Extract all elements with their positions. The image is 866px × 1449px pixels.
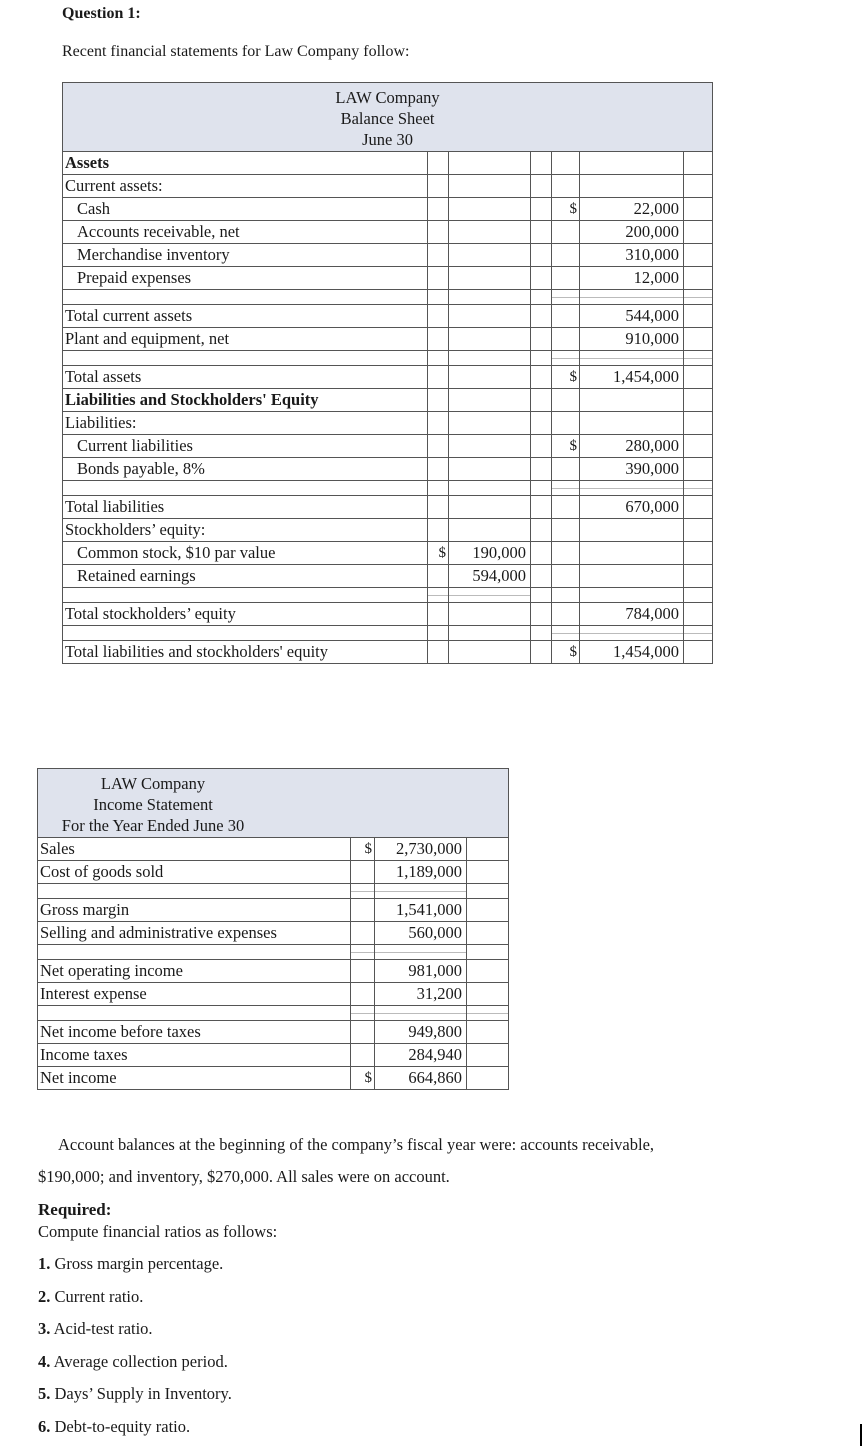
le-heading: Liabilities and Stockholders' Equity: [63, 389, 428, 412]
required-text: Compute financial ratios as follows:: [38, 1222, 278, 1241]
sales-label: Sales: [38, 838, 351, 861]
dollar-sign: $: [351, 838, 375, 861]
cash-value: 22,000: [580, 198, 684, 221]
ar-label: Accounts receivable, net: [63, 221, 428, 244]
item-number: 1.: [38, 1254, 51, 1273]
sales-value: 2,730,000: [375, 838, 467, 861]
spacer-row: [63, 290, 713, 305]
liabilities-label: Liabilities:: [63, 412, 428, 435]
item-number: 5.: [38, 1384, 51, 1403]
ar-value: 200,000: [580, 221, 684, 244]
assets-heading: Assets: [63, 152, 428, 175]
sga-label: Selling and administrative expenses: [38, 922, 351, 945]
table-row: [63, 519, 713, 542]
inventory-value: 310,000: [580, 244, 684, 267]
table-row: [38, 922, 509, 945]
bonds-value: 390,000: [580, 458, 684, 481]
spacer-row: [38, 884, 509, 899]
statement-title: Balance Sheet: [340, 108, 435, 128]
table-row: [63, 244, 713, 267]
common-stock-value: 190,000: [449, 542, 531, 565]
common-stock-label: Common stock, $10 par value: [63, 542, 428, 565]
inventory-label: Merchandise inventory: [63, 244, 428, 267]
current-assets-label: Current assets:: [63, 175, 428, 198]
balance-sheet-table: [62, 82, 713, 664]
total-le-label: Total liabilities and stockholders' equity: [63, 641, 428, 664]
net-income-value: 664,860: [375, 1067, 467, 1090]
se-label: Stockholders’ equity:: [63, 519, 428, 542]
table-row: [38, 899, 509, 922]
item-text: Average collection period.: [53, 1351, 228, 1371]
interest-label: Interest expense: [38, 983, 351, 1006]
question-title: Question 1:: [62, 5, 141, 22]
item-number: 6.: [38, 1416, 51, 1436]
list-item: [38, 1417, 232, 1449]
table-row: [63, 267, 713, 290]
balances-text-line1: Account balances at the beginning of the company’s fiscal year were: accounts receivable,: [58, 1135, 655, 1154]
item-text: Acid-test ratio.: [53, 1319, 153, 1338]
gross-margin-label: Gross margin: [38, 899, 351, 922]
interest-value: 31,200: [375, 983, 467, 1006]
nibt-value: 949,800: [375, 1021, 467, 1044]
table-row: [38, 1044, 509, 1067]
cogs-label: Cost of goods sold: [38, 861, 351, 884]
spacer-row: [63, 588, 713, 603]
noi-label: Net operating income: [38, 960, 351, 983]
noi-value: 981,000: [375, 960, 467, 983]
net-income-label: Net income: [38, 1067, 351, 1090]
cash-label: Cash: [63, 198, 428, 221]
list-item: [38, 1254, 232, 1287]
table-row: [63, 458, 713, 481]
dollar-sign: $: [552, 366, 580, 389]
item-number: 2.: [38, 1286, 51, 1306]
total-current-assets-label: Total current assets: [63, 305, 428, 328]
table-row: [63, 435, 713, 458]
income-statement-table: [37, 768, 509, 1090]
item-text: Current ratio.: [54, 1286, 144, 1306]
table-row: [63, 221, 713, 244]
total-assets-label: Total assets: [63, 366, 428, 389]
gross-margin-value: 1,541,000: [375, 899, 467, 922]
total-current-assets-value: 544,000: [580, 305, 684, 328]
table-row: [38, 1021, 509, 1044]
statement-title: Income Statement: [93, 794, 213, 814]
table-row: [63, 328, 713, 351]
table-row: [63, 198, 713, 221]
item-text: Debt-to-equity ratio.: [54, 1416, 191, 1436]
table-row: [63, 389, 713, 412]
balances-text-line2: $190,000; and inventory, $270,000. All sales were on account.: [38, 1167, 450, 1186]
text-cursor: [860, 1424, 862, 1446]
balance-sheet-header: [63, 83, 713, 152]
intro-text: Recent financial statements for Law Company follow:: [62, 43, 410, 60]
current-liabilities-value: 280,000: [580, 435, 684, 458]
required-heading: Required:: [38, 1200, 112, 1219]
prepaid-label: Prepaid expenses: [63, 267, 428, 290]
table-row: [63, 305, 713, 328]
current-liabilities-label: Current liabilities: [63, 435, 428, 458]
table-row: [38, 960, 509, 983]
spacer-row: [63, 351, 713, 366]
table-row: [63, 152, 713, 175]
statement-period: For the Year Ended June 30: [61, 815, 245, 835]
total-le-value: 1,454,000: [580, 641, 684, 664]
retained-value: 594,000: [449, 565, 531, 588]
taxes-label: Income taxes: [38, 1044, 351, 1067]
retained-label: Retained earnings: [63, 565, 428, 588]
total-assets-value: 1,454,000: [580, 366, 684, 389]
total-se-label: Total stockholders’ equity: [63, 603, 428, 626]
income-statement-header: [38, 769, 509, 838]
requirements-list: [38, 1254, 232, 1449]
plant-label: Plant and equipment, net: [63, 328, 428, 351]
spacer-row: [38, 945, 509, 960]
company-name: LAW Company: [335, 87, 440, 107]
dollar-sign: $: [552, 641, 580, 664]
item-number: 3.: [38, 1319, 51, 1338]
list-item: [38, 1352, 232, 1385]
plant-value: 910,000: [580, 328, 684, 351]
item-text: Days’ Supply in Inventory.: [54, 1384, 232, 1403]
dollar-sign: $: [428, 542, 449, 565]
spacer-row: [63, 481, 713, 496]
dollar-sign: $: [351, 1067, 375, 1090]
total-liabilities-label: Total liabilities: [63, 496, 428, 519]
dollar-sign: $: [552, 198, 580, 221]
nibt-label: Net income before taxes: [38, 1021, 351, 1044]
dollar-sign: $: [552, 435, 580, 458]
list-item: [38, 1384, 232, 1417]
table-row: [38, 1067, 509, 1090]
bonds-label: Bonds payable, 8%: [63, 458, 428, 481]
total-liabilities-value: 670,000: [580, 496, 684, 519]
table-row: [63, 366, 713, 389]
statement-date: June 30: [362, 129, 413, 149]
cogs-value: 1,189,000: [375, 861, 467, 884]
table-row: [63, 412, 713, 435]
table-row: [63, 175, 713, 198]
company-name: LAW Company: [100, 773, 206, 793]
spacer-row: [38, 1006, 509, 1021]
spacer-row: [63, 626, 713, 641]
table-row: [63, 565, 713, 588]
table-row: [63, 496, 713, 519]
table-row: [38, 983, 509, 1006]
table-row: [63, 603, 713, 626]
table-row: [63, 542, 713, 565]
taxes-value: 284,940: [375, 1044, 467, 1067]
table-row: [38, 861, 509, 884]
total-se-value: 784,000: [580, 603, 684, 626]
item-number: 4.: [38, 1351, 51, 1371]
prepaid-value: 12,000: [580, 267, 684, 290]
table-row: [38, 838, 509, 861]
list-item: [38, 1287, 232, 1320]
item-text: Gross margin percentage.: [54, 1254, 224, 1273]
table-row: [63, 641, 713, 664]
sga-value: 560,000: [375, 922, 467, 945]
list-item: [38, 1319, 232, 1352]
